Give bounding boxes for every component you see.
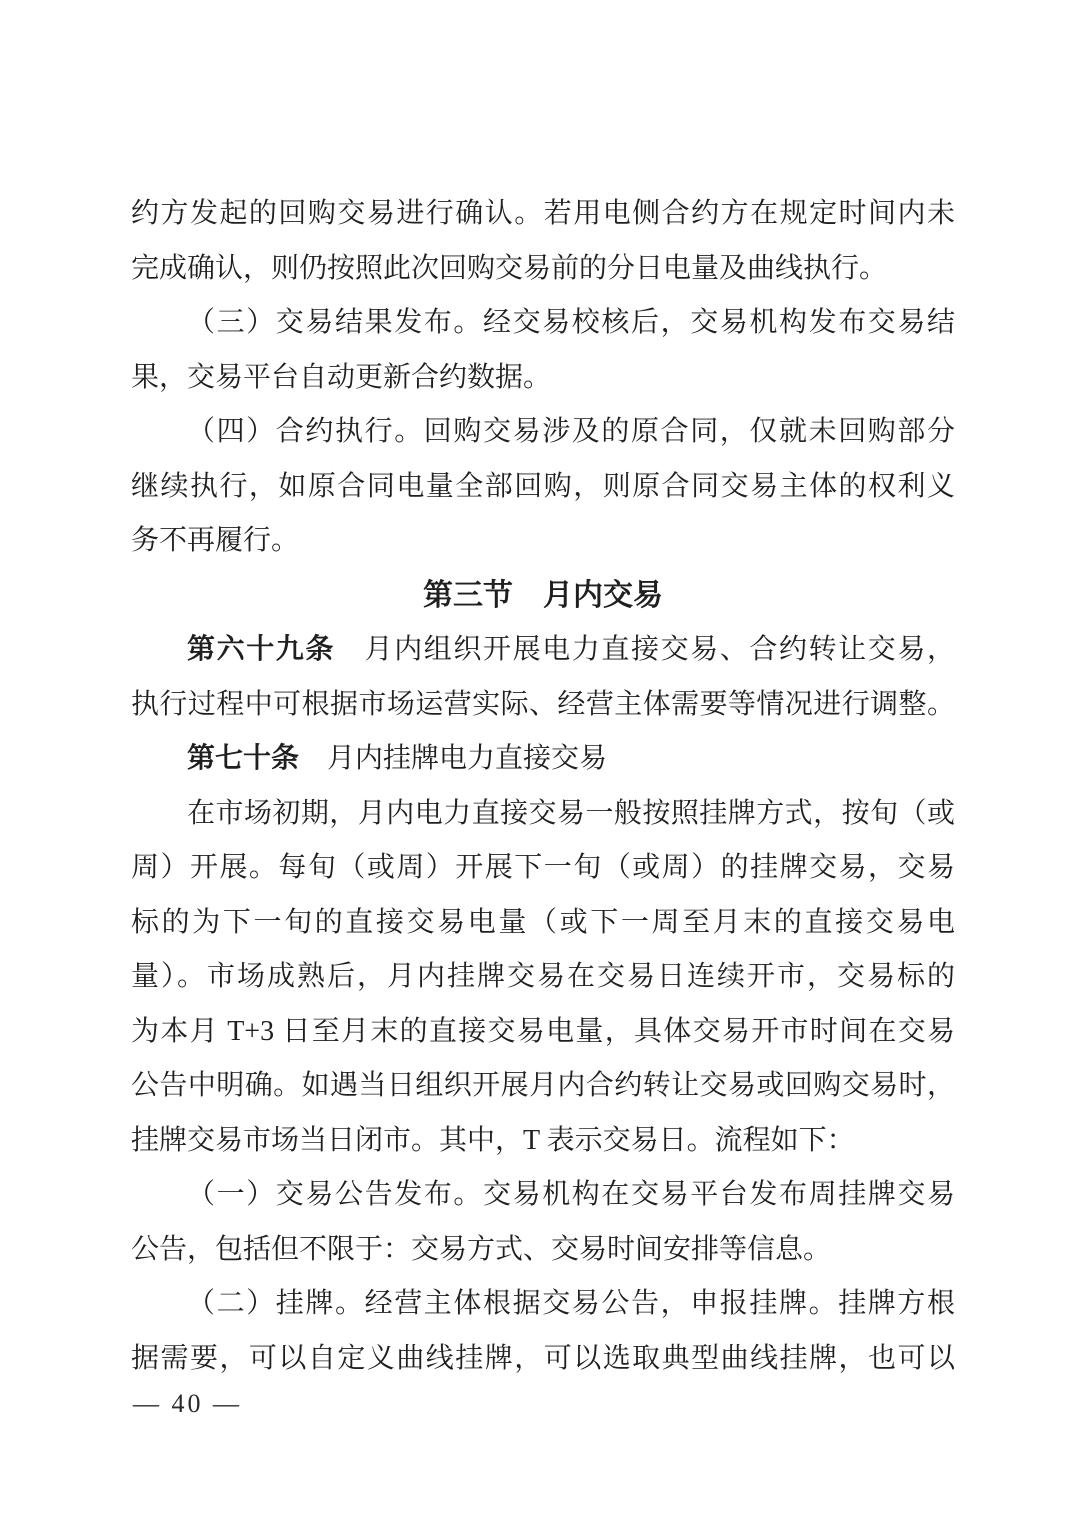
- text-segment: 第三节 月内交易: [423, 578, 663, 612]
- section-heading: [131, 569, 955, 624]
- text-segment: 继续执行，如原合同电量全部回购，则原合同交易主体的权利义: [131, 470, 955, 502]
- page-number-label: — 40 —: [133, 1389, 242, 1418]
- text-segment: 公告，包括但不限于：交易方式、交易时间安排等信息。: [131, 1233, 832, 1265]
- text-segment: 执行过程中可根据市场运营实际、经营主体需要等情况进行调整。: [131, 688, 955, 720]
- text-segment: 果，交易平台自动更新合约数据。: [131, 361, 552, 393]
- text-line: [131, 787, 955, 842]
- text-line: [131, 950, 955, 1005]
- text-segment: 务不再履行。: [131, 525, 300, 556]
- text-line: [131, 1223, 955, 1278]
- text-segment: 月内挂牌电力直接交易: [299, 743, 608, 774]
- text-line: [131, 1277, 955, 1332]
- text-line: [131, 296, 955, 351]
- page-number: [133, 1384, 242, 1424]
- text-segment: 周）开展。每旬（或周）开展下一旬（或周）的挂牌交易，交易: [131, 852, 955, 883]
- text-segment: 标的为下一旬的直接交易电量（或下一周至月末的直接交易电: [131, 906, 955, 938]
- text-segment: 公告中明确。如遇当日组织开展月内合约转让交易或回购交易时，: [131, 1070, 955, 1101]
- text-line: [131, 732, 955, 787]
- text-line: [131, 405, 955, 460]
- text-segment: （二）挂牌。经营主体根据交易公告，申报挂牌。挂牌方根: [187, 1288, 955, 1319]
- text-segment: 据需要，可以自定义曲线挂牌，可以选取典型曲线挂牌，也可以: [131, 1342, 955, 1374]
- text-segment: 月内组织开展电力直接交易、合约转让交易，: [335, 634, 955, 665]
- text-line: [131, 1168, 955, 1223]
- text-line: [131, 351, 955, 406]
- text-segment: （四）合约执行。回购交易涉及的原合同，仅就未回购部分: [187, 416, 955, 447]
- text-segment: 在市场初期，月内电力直接交易一般按照挂牌方式，按旬（或: [187, 797, 955, 829]
- text-segment: 约方发起的回购交易进行确认。若用电侧合约方在规定时间内未: [131, 198, 955, 229]
- text-line: [131, 623, 955, 678]
- document-text-block: [131, 187, 955, 1386]
- text-line: [131, 187, 955, 242]
- text-line: [131, 242, 955, 297]
- text-segment: 挂牌交易市场当日闭市。其中，T 表示交易日。流程如下：: [131, 1124, 855, 1156]
- text-segment: 量）。市场成熟后，月内挂牌交易在交易日连续开市，交易标的: [131, 961, 955, 992]
- text-segment: 为本月 T+3 日至月末的直接交易电量，具体交易开市时间在交易: [131, 1015, 955, 1047]
- text-segment: （三）交易结果发布。经交易校核后，交易机构发布交易结: [187, 307, 955, 338]
- text-segment: （一）交易公告发布。交易机构在交易平台发布周挂牌交易: [187, 1179, 955, 1210]
- article-number-bold-text: 第七十条: [187, 743, 300, 774]
- text-line: [131, 678, 955, 733]
- article-number-bold-text: 第六十九条: [187, 634, 335, 665]
- text-line: [131, 896, 955, 951]
- text-segment: 完成确认，则仍按照此次回购交易前的分日电量及曲线执行。: [131, 252, 888, 284]
- text-line: [131, 841, 955, 896]
- text-line: [131, 1059, 955, 1114]
- text-line: [131, 1114, 955, 1169]
- text-line: [131, 460, 955, 515]
- text-line: [131, 1005, 955, 1060]
- text-line: [131, 514, 955, 569]
- text-line: [131, 1332, 955, 1387]
